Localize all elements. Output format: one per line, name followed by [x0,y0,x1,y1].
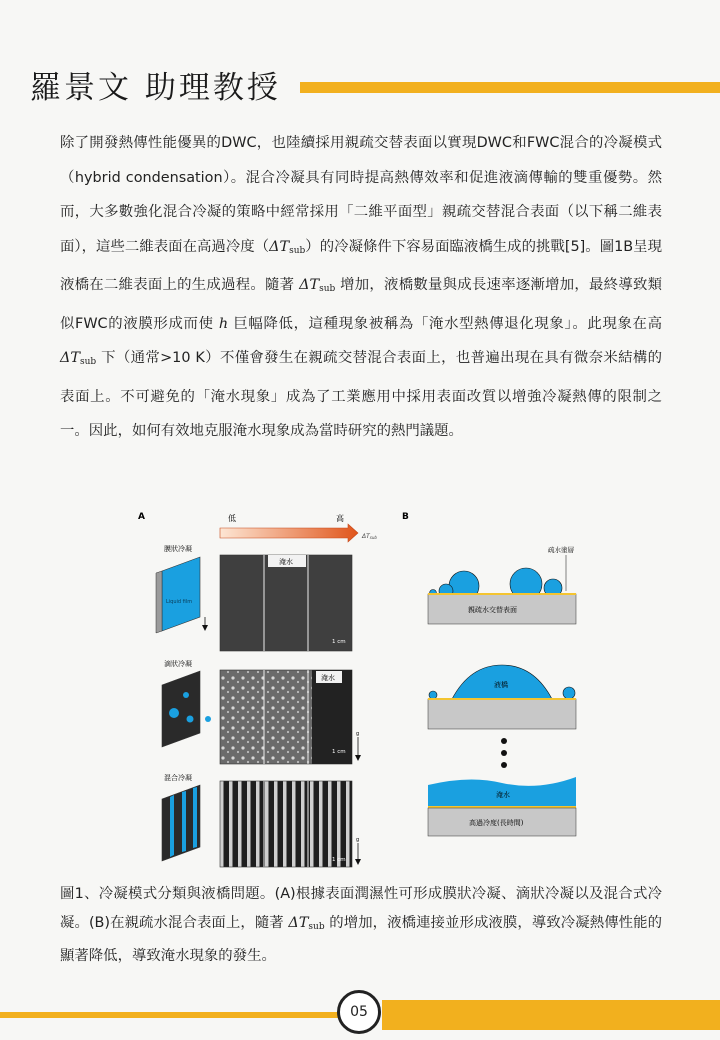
h-symbol: h [218,315,229,332]
flood-label: 淹水 [496,791,510,799]
low-label: 低 [228,514,236,523]
panel-b-letter: B [402,512,409,522]
hybrid-condensation-label: 混合冷凝 [164,774,192,782]
caption-part-1: 圖1、冷凝模式分類與液橋問題。(A)根據表面潤濕性可形成膜狀冷凝、滴狀冷凝以及混合式冷凝。(B)在親疏水混合表面上，隨著 [60,886,662,931]
dropwise-schematic [162,671,200,747]
paragraph-part-2: ）的冷凝條件下容易面臨液橋生成的挑戰[5]。圖1B呈現液橋在二維表面上的生成過程。隨著 [60,238,662,293]
page-number: 05 [337,990,381,1034]
panel-a-letter: A [138,512,145,522]
row3-scale-bar: 1 cm [332,857,346,863]
paragraph-part-4: 巨幅降低，這種現象被稱為「淹水型熱傳退化現象」。此現象在高 [228,315,662,332]
row3-gravity-label: g [356,837,360,843]
surface-label: 親疏水交替表面 [468,606,517,614]
footer-accent-line [0,1012,340,1018]
condition-label: 高過冷度(長時間) [469,819,524,827]
subcooling-arrow [220,524,358,542]
liquid-film-label: Liquid film [166,599,193,605]
paragraph-part-5: 下（通常>10 K）不僅會發生在親疏交替混合表面上，也普遍出現在具有微奈米結構的表面上。不可避免的「淹水現象」成為了工業應用中採用表面改質以增強冷凝熱傳的限制之一。因此，如何有效地克服淹水現象成為當時研究的熱門議題。 [60,350,662,439]
condensation-figure [130,505,590,877]
caption-part-2: 的增加，液橋連接並形成液膜，導致冷凝熱傳性能的顯著降低，導致淹水現象的發生。 [60,915,662,964]
coating-label: 疏水塗層 [548,546,574,554]
film-photo-panel [220,555,352,651]
arrow-delta-t-label: ΔTsub [362,533,377,540]
body-paragraph [60,126,662,449]
film-condensation-label: 膜狀冷凝 [164,545,192,553]
film-schematic [162,557,200,631]
delta-t-sub-symbol: $\Delta T_{sub}$ [299,277,336,294]
footer-accent-block [382,1000,720,1030]
figure-caption [60,880,662,971]
bridge-surface-block [428,699,576,729]
row2-scale-bar: 1 cm [332,749,346,755]
dropwise-condensation-label: 滴狀冷凝 [164,660,192,668]
hybrid-photo-panel [220,781,352,867]
paragraph-part-1: 除了開發熱傳性能優異的DWC，也陸續採用親疏交替表面以實現DWC和FWC混合的冷凝模式（hybrid condensation）。混合冷凝具有同時提高熱傳效率和促進液滴傳輸的雙重優勢。然而，大多數強化混合冷凝的策略中經常採用「二維平面型」親疏交替混合表面（以下稱二維表面），這些二維表面在高過冷度（ [60,135,662,255]
high-label: 高 [336,514,344,523]
page-title: 羅景文 助理教授 [30,70,281,106]
delta-t-sub-symbol: $\Delta T_{sub}$ [288,915,325,932]
paragraph-part-3: 增加，液橋數量與成長速率逐漸增加，最終導致類似FWC的液膜形成而使 [60,277,663,332]
delta-t-sub-symbol: $\Delta T_{sub}$ [60,350,97,367]
bridge-label: 液橋 [494,681,508,689]
title-accent-bar [300,82,720,93]
row1-flood-tag: 淹水 [279,558,293,566]
row2-gravity-label: g [356,731,360,737]
delta-t-sub-symbol: $\Delta T_{sub}$ [269,238,306,256]
row2-flood-tag: 淹水 [321,674,335,682]
row1-scale-bar: 1 cm [332,639,346,645]
